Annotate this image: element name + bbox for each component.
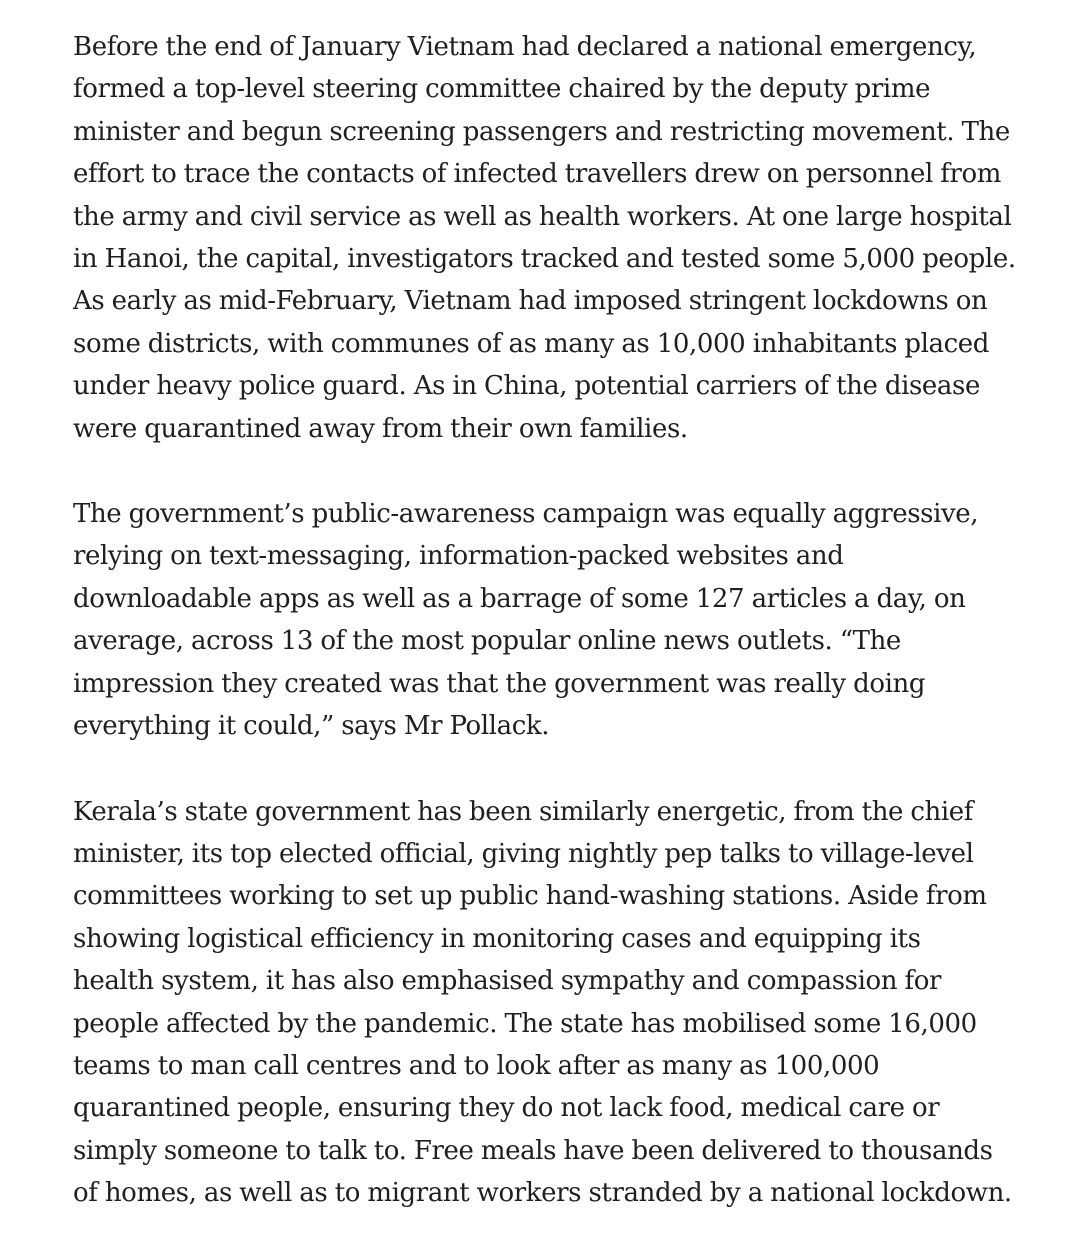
text-line: simply someone to talk to. Free meals have been delivered to thousands (73, 1135, 993, 1166)
article-body (73, 26, 1033, 1258)
text-line: Kerala’s state government has been similarly energetic, from the chief (73, 796, 974, 827)
paragraph-kerala-response (73, 791, 1033, 1215)
text-line: downloadable apps as well as a barrage of some 127 articles a day, on (73, 583, 966, 614)
text-line: As early as mid-February, Vietnam had imposed stringent lockdowns on (73, 286, 988, 317)
text-line: Before the end of January Vietnam had declared a national emergency, (73, 32, 977, 62)
text-line: teams to man call centres and to look after as many as 100,000 (73, 1050, 880, 1081)
text-line: effort to trace the contacts of infected travellers drew on personnel from (73, 159, 1001, 190)
text-line: quarantined people, ensuring they do not lack food, medical care or (73, 1093, 940, 1124)
text-line: the army and civil service as well as health workers. At one large hospital (73, 201, 1012, 232)
text-line: in Hanoi, the capital, investigators tracked and tested some 5,000 people. (73, 244, 1016, 275)
text-line: minister and begun screening passengers and restricting movement. The (73, 116, 1010, 147)
paragraph-awareness-campaign (73, 493, 1033, 747)
text-line: committees working to set up public hand-washing stations. Aside from (73, 881, 987, 912)
text-line: average, across 13 of the most popular online news outlets. “The (73, 626, 901, 657)
paragraph-vietnam-response (73, 26, 1033, 450)
text-line: everything it could,” says Mr Pollack. (73, 711, 550, 742)
text-line: of homes, as well as to migrant workers stranded by a national lockdown. (73, 1178, 1012, 1209)
text-line: The government’s public-awareness campaign was equally aggressive, (73, 499, 979, 530)
text-line: relying on text-messaging, information-packed websites and (73, 541, 844, 572)
text-line: impression they created was that the government was really doing (73, 668, 926, 699)
text-line: some districts, with communes of as many as 10,000 inhabitants placed (73, 328, 990, 359)
text-line: health system, it has also emphasised sympathy and compassion for (73, 966, 941, 997)
text-line: were quarantined away from their own families. (73, 413, 688, 444)
text-line: under heavy police guard. As in China, potential carriers of the disease (73, 371, 980, 402)
text-line: showing logistical efficiency in monitoring cases and equipping its (73, 923, 921, 954)
text-line: formed a top-level steering committee chaired by the deputy prime (73, 74, 931, 105)
text-line: people affected by the pandemic. The state has mobilised some 16,000 (73, 1008, 977, 1039)
text-line: minister, its top elected official, giving nightly pep talks to village-level (73, 838, 974, 869)
